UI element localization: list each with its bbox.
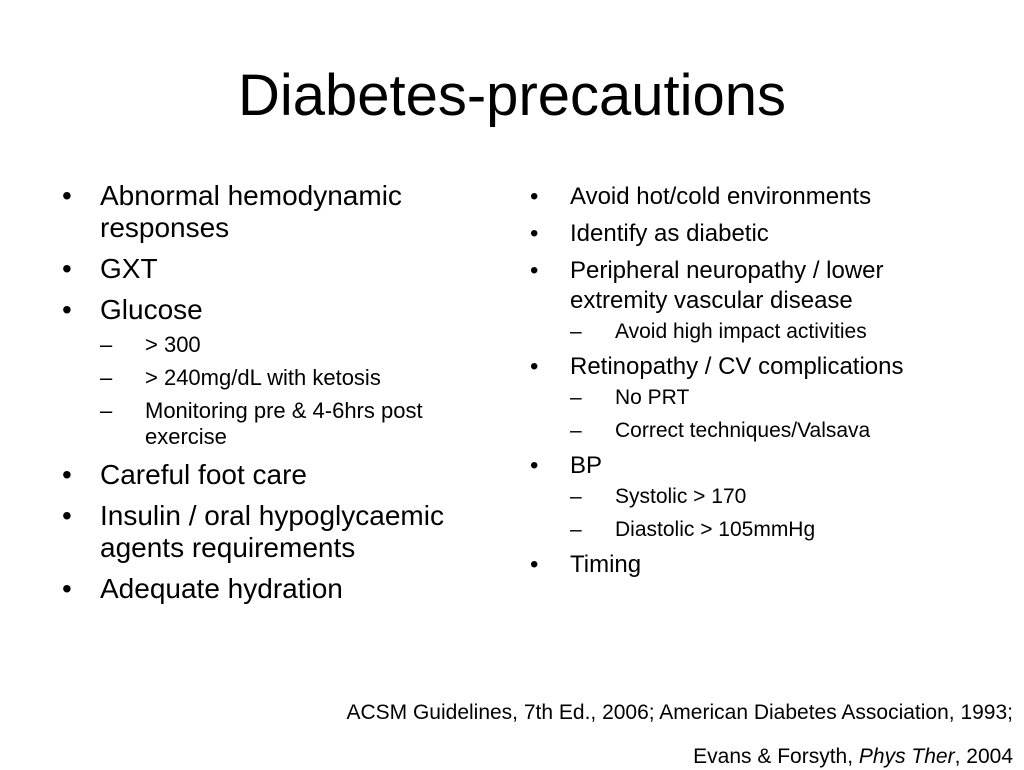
right-bullet-item — [530, 451, 970, 543]
right-bullet-text: Timing — [570, 551, 642, 578]
right-bullet-item — [530, 219, 970, 249]
right-sub-text: Correct techniques/Valsava — [615, 419, 871, 442]
right-sub-list — [530, 385, 970, 444]
dash-icon: – — [570, 320, 582, 343]
left-sub-item — [100, 398, 492, 450]
right-bullet-list — [530, 182, 970, 580]
left-bullet-text: Abnormal hemodynamic responses — [100, 180, 402, 243]
left-sub-text: > 240mg/dL with ketosis — [145, 365, 381, 390]
dash-icon: – — [570, 386, 582, 409]
left-sub-item — [100, 365, 492, 391]
right-sub-list — [530, 319, 970, 345]
right-sub-item — [570, 385, 970, 411]
right-sub-text: Avoid high impact activities — [615, 320, 867, 343]
dash-icon: – — [100, 332, 113, 357]
left-bullet-item — [62, 459, 492, 491]
left-bullet-list — [62, 180, 492, 605]
left-sub-item — [100, 332, 492, 358]
left-bullet-text: Adequate hydration — [100, 573, 343, 604]
right-sub-text: Diastolic > 105mmHg — [615, 518, 816, 541]
right-sub-text: Systolic > 170 — [615, 485, 747, 508]
bullet-icon: • — [62, 500, 72, 531]
left-sub-text: Monitoring pre & 4-6hrs post exercise — [145, 398, 423, 449]
bullet-icon: • — [530, 452, 539, 479]
left-bullet-item — [62, 180, 492, 244]
bullet-icon: • — [62, 573, 72, 604]
left-bullet-item — [62, 500, 492, 564]
dash-icon: – — [100, 365, 113, 390]
left-bullet-text: Insulin / oral hypoglycaemic agents requirements — [100, 500, 444, 563]
right-sub-item — [570, 319, 970, 345]
dash-icon: – — [570, 518, 582, 541]
citation-year: , 2004 — [954, 745, 1013, 768]
bullet-icon: • — [530, 220, 539, 247]
right-sub-text: No PRT — [615, 386, 690, 409]
right-bullet-item — [530, 256, 970, 345]
right-sub-item — [570, 418, 970, 444]
left-bullet-item — [62, 294, 492, 450]
bullet-icon: • — [530, 183, 539, 210]
right-column — [530, 182, 970, 587]
right-sub-item — [570, 517, 970, 543]
right-bullet-text: Identify as diabetic — [570, 220, 769, 247]
right-sub-list — [530, 484, 970, 543]
bullet-icon: • — [62, 180, 72, 211]
left-bullet-text: GXT — [100, 253, 158, 284]
bullet-icon: • — [530, 353, 539, 380]
dash-icon: – — [570, 485, 582, 508]
left-bullet-text: Careful foot care — [100, 459, 307, 490]
left-bullet-item — [62, 253, 492, 285]
bullet-icon: • — [62, 459, 72, 490]
citation-line-2 — [693, 744, 1013, 770]
left-sub-list — [62, 332, 492, 450]
slide-title: Diabetes-precautions — [237, 63, 787, 128]
right-sub-item — [570, 484, 970, 510]
right-bullet-text: BP — [570, 452, 603, 479]
right-bullet-text: Avoid hot/cold environments — [570, 183, 872, 210]
dash-icon: – — [100, 398, 113, 423]
right-bullet-text: Peripheral neuropathy / lower extremity vascular disease — [570, 257, 884, 314]
citation-journal: Phys Ther — [858, 745, 955, 768]
left-bullet-item — [62, 573, 492, 605]
right-bullet-text: Retinopathy / CV complications — [570, 353, 904, 380]
citation-authors: Evans & Forsyth, — [693, 745, 859, 768]
bullet-icon: • — [62, 253, 72, 284]
right-bullet-item — [530, 352, 970, 444]
bullet-icon: • — [62, 294, 72, 325]
left-sub-text: > 300 — [145, 332, 201, 357]
citation-line-1: ACSM Guidelines, 7th Ed., 2006; American Diabetes Association, 1993; — [346, 701, 1013, 724]
left-bullet-text: Glucose — [100, 294, 203, 325]
right-bullet-item — [530, 182, 970, 212]
left-column — [62, 180, 492, 614]
bullet-icon: • — [530, 551, 539, 578]
bullet-icon: • — [530, 257, 539, 284]
right-bullet-item — [530, 550, 970, 580]
dash-icon: – — [570, 419, 582, 442]
